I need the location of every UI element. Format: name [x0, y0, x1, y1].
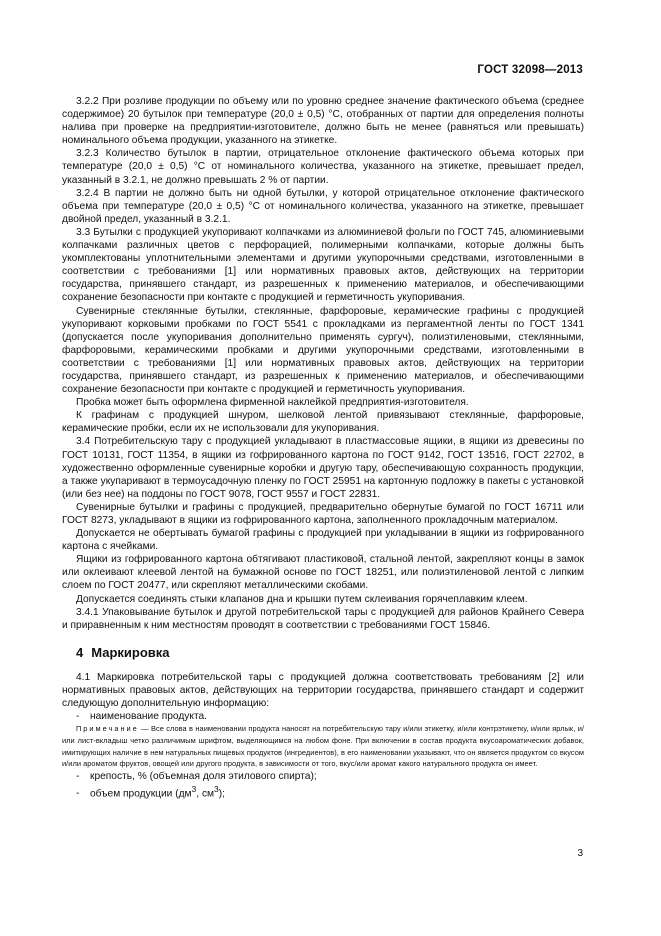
list-item: - наименование продукта.	[76, 711, 208, 723]
paragraph: К графинам с продукцией шнуром, шелковой лентой привязывают стеклянные, фарфоровые, керамические пробки, если их не использовали для укупоривания.	[62, 410, 584, 435]
paragraph: 3.2.2 При розливе продукции по объему или по уровню среднее значение фактического объема (среднее содержимое) 20 бутылок при температуре (20,0 ± 0,5) °С, отобранных от партии для определения полноты налива при проверке на предприятии-изготовителе, должно быть не менее (равняться или превышать) номинального объема продукции, указанного на этикетке.	[62, 96, 584, 147]
paragraph: Допускается не обертывать бумагой графины с продукцией при укладывании в ящики из гофрированного картона с ячейками.	[62, 528, 584, 553]
body-text	[62, 95, 584, 800]
note-text: — Все слова в наименовании продукта наносят на потребительскую тару и/или этикетку, и/или контрэтикетку, и/или ярлык, и/или лист-вкладыш четко различимым шрифтом, выделяющимся на любом фоне. При включении в состав продукта вкусоароматических добавок, имитирующих наличие в нем натуральных пищевых продуктов (ингредиентов), в его наименовании указывают, что он является продуктом со вкусом и/или ароматом фруктов, овощей или другого продукта, в зависимости от того, вкус/или аромат какого натурального продукта он имеет.	[62, 724, 584, 769]
paragraph: 3.3 Бутылки с продукцией укупоривают колпачками из алюминиевой фольги по ГОСТ 745, алюминиевыми колпачками различных цветов с перфорацией, полимерными колпачками, которые должны быть укомплектованы уплотнительными элементами и другими укупорочными средствами, изготовленными в соответствии с требованиями [1] или нормативных правовых актов, действующих на территории государства, принявшего стандарт, из разрешенных к применению материалов, и обеспечивающими сохранение безопасности при контакте с продукцией и герметичность укупоривания.	[62, 226, 584, 304]
document-id: ГОСТ 32098—2013	[477, 64, 583, 76]
page-number: 3	[577, 848, 583, 859]
paragraph: Пробка может быть оформлена фирменной наклейкой предприятия-изготовителя.	[76, 397, 469, 409]
note-label: Примечание	[76, 724, 139, 734]
paragraph: Сувенирные стеклянные бутылки, стеклянные, фарфоровые, керамические графины с продукцией укупоривают корковыми пробками по ГОСТ 5541 с прокладками из пергаментной ленты по ГОСТ 1341 (допускается после укупоривания дополнительно применять сургуч), полиэтиленовыми, стеклянными, фарфоровыми, керамическими пробками и другими укупорочными средствами, изготовленными в соответствии с требованиями [1] или нормативных правовых актов, действующих на территории государства, принявшего стандарт, из разрешенных к применению материалов, и обеспечивающими сохранение безопасности при контакте с продукцией и герметичность укупоривания.	[62, 305, 584, 396]
section-number: 4	[76, 644, 84, 660]
paragraph: 3.2.4 В партии не должно быть ни одной бутылки, у которой отрицательное отклонение фактического объема при температуре (20,0 ± 0,5) °С от номинального количества, указанного на этикетке, превышает двойной предел, указанный в 3.2.1.	[62, 187, 584, 225]
paragraph: 4.1 Маркировка потребительской тары с продукцией должна соответствовать требованиям [2] или нормативных правовых актов, действующих на территории государства, принявшего стандарт и содержит следующую дополнительную информацию:	[62, 671, 584, 710]
paragraph: Ящики из гофрированного картона обтягивают пластиковой, стальной лентой, закрепляют концы в замок или оклеивают клеевой лентой на бумажной основе по ГОСТ 18251, или полиэтиленовой лентой с липким слоем по ГОСТ 20477, или скрепляют металлическими скобами.	[62, 554, 584, 592]
paragraph: Допускается соединять стыки клапанов дна и крышки путем склеивания горячеплавким клеем.	[76, 593, 528, 605]
section-heading	[76, 646, 584, 659]
section-title: Маркировка	[91, 644, 170, 660]
list-item: - объем продукции ($дм^3$, $см^3$);	[76, 783, 226, 800]
note	[62, 723, 584, 769]
paragraph: Сувенирные бутылки и графины с продукцией, предварительно обернутые бумагой по ГОСТ 16711 или ГОСТ 8273, укладывают в ящики из гофрированного картона, заполненного прокладочным материалом.	[62, 501, 584, 526]
paragraph: 3.2.3 Количество бутылок в партии, отрицательное отклонение фактического объема которых при температуре (20,0 ± 0,5) °С от номинального количества, указанного на этикетке, превышает предел, указанный в 3.2.1, не должно превышать 2 % от партии.	[62, 148, 584, 186]
paragraph: 3.4.1 Упаковывание бутылок и другой потребительской тары с продукцией для районов Крайнего Севера и приравненным к ним местностям проводят в соответствии с требованиями ГОСТ 15846.	[62, 606, 584, 631]
list-item: - крепость, % (объемная доля этилового спирта);	[76, 770, 317, 782]
paragraph: 3.4 Потребительскую тару с продукцией укладывают в пластмассовые ящики, в ящики из древесины по ГОСТ 10131, ГОСТ 11354, в ящики из гофрированного картона по ГОСТ 9142, ГОСТ 13516, ГОСТ 22702, в художественно оформленные сувенирные коробки и другую тару, обеспечивающую сохранность продукции, а также укупаривают в термоусадочную пленку по ГОСТ 25951 на картонную подложку в пакеты с установкой (или без нее) на поддоны по ГОСТ 9078, ГОСТ 9557 и ГОСТ 22831.	[62, 436, 584, 500]
